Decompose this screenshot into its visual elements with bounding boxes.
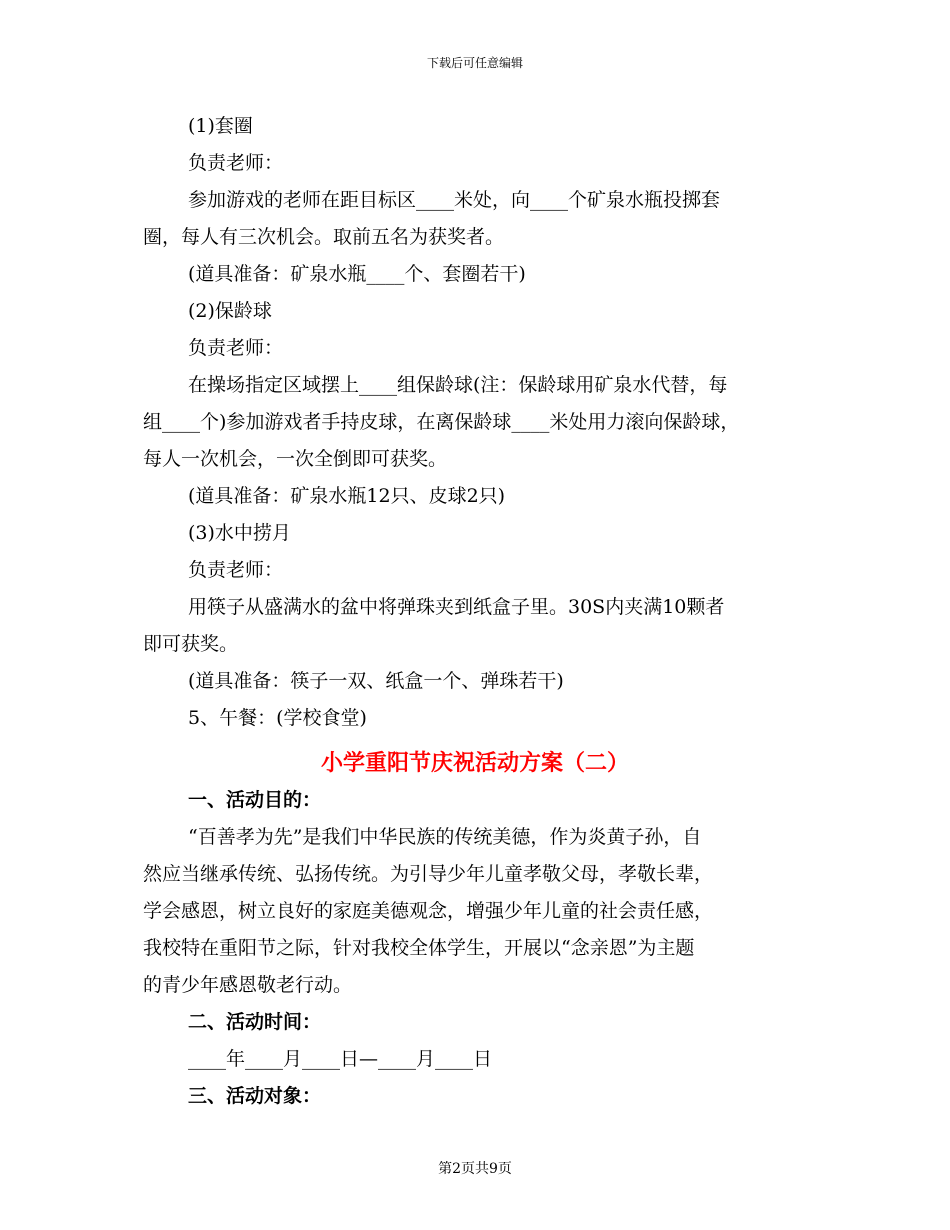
item-2-teacher: 负责老师： [188, 337, 284, 359]
item-2-desc-line-1: 在操场指定区域摆上____组保龄球(注：保龄球用矿泉水代替，每 [188, 374, 728, 396]
section-1-heading: 一、活动目的： [188, 789, 322, 811]
item-3-title: (3)水中捞月 [188, 522, 291, 544]
item-3-props: (道具准备：筷子一双、纸盒一个、弹珠若干) [188, 670, 564, 692]
plan-title: 小学重阳节庆祝活动方案（二） [320, 751, 629, 776]
lunch-line: 5、午餐：(学校食堂) [188, 707, 367, 729]
item-3-teacher: 负责老师： [188, 559, 284, 581]
section-1-line-2: 然应当继承传统、弘扬传统。为引导少年儿童孝敬父母，孝敬长辈， [143, 863, 714, 885]
section-1-line-3: 学会感恩，树立良好的家庭美德观念，增强少年儿童的社会责任感， [143, 900, 714, 922]
item-1-title: (1)套圈 [188, 115, 253, 137]
section-2-heading: 二、活动时间： [188, 1011, 322, 1033]
item-1-desc-line-1: 参加游戏的老师在距目标区____米处，向____个矿泉水瓶投掷套 [188, 189, 721, 211]
section-1-line-1: “百善孝为先”是我们中华民族的传统美德，作为炎黄子孙，自 [188, 826, 702, 848]
section-2-date-line: ____年____月____日—____月____日 [188, 1048, 493, 1070]
page-header: 下载后可任意编辑 [426, 56, 523, 70]
item-2-title: (2)保龄球 [188, 300, 272, 322]
item-2-desc-line-3: 每人一次机会，一次全倒即可获奖。 [143, 448, 448, 470]
item-1-desc-line-2: 圈，每人有三次机会。取前五名为获奖者。 [143, 226, 505, 248]
page-footer: 第2页共9页 [438, 1161, 512, 1177]
section-1-line-5: 的青少年感恩敬老行动。 [143, 974, 353, 996]
item-3-desc-line-1: 用筷子从盛满水的盆中将弹珠夹到纸盒子里。30S内夹满10颗者 [188, 596, 725, 618]
item-2-props: (道具准备：矿泉水瓶12只、皮球2只) [188, 485, 506, 507]
item-1-teacher: 负责老师： [188, 152, 284, 174]
section-3-heading: 三、活动对象： [188, 1085, 322, 1107]
item-3-desc-line-2: 即可获奖。 [143, 633, 239, 655]
item-2-desc-line-2: 组____个)参加游戏者手持皮球，在离保龄球____米处用力滚向保龄球， [143, 411, 740, 433]
section-1-line-4: 我校特在重阳节之际，针对我校全体学生，开展以“念亲恩”为主题 [143, 937, 695, 959]
item-1-props: (道具准备：矿泉水瓶____个、套圈若干) [188, 263, 526, 285]
